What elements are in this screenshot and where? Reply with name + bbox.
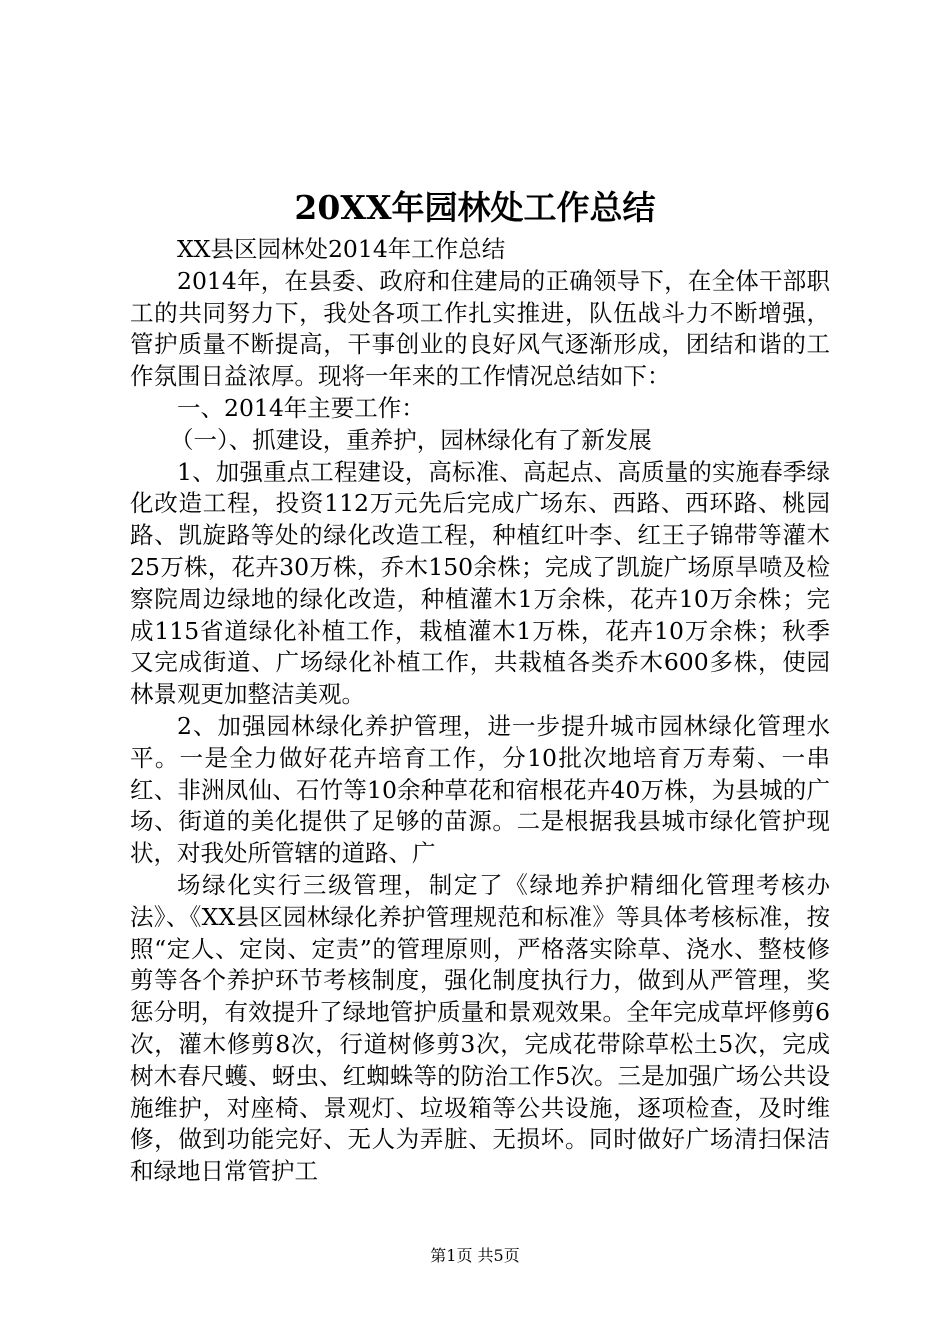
document-title: 20XX年园林处工作总结 xyxy=(294,188,656,227)
section-heading: 一、2014年主要工作： xyxy=(177,393,425,422)
paragraph-continuation: 场绿化实行三级管理，制定了《绿地养护精细化管理考核办法》、《XX县区园林绿化养护管理规范和标准》等具体考核标准，按照“定人、定岗、定责”的管理原则，严格落实除草、浇水、整枝修剪等各个养护环节考核制度，强化制度执行力，做到从严管理，奖惩分明，有效提升了绿地管护质量和景观效果。全年完成草坪修剪6次，灌木修剪8次，行道树修剪3次，完成花带除草松土5次，完成树木春尺蠖、蚜虫、红蜘蛛等的防治工作5次。三是加强广场公共设施维护，对座椅、景观灯、垃圾箱等公共设施，逐项检查，及时维修，做到功能完好、无人为弄脏、无损坏。同时做好广场清扫保洁和绿地日常管护工 xyxy=(130,870,830,1186)
subsection-heading: （一）、抓建设，重养护，园林绿化有了新发展 xyxy=(170,425,652,454)
paragraph-heading: XX县区园林处2014年工作总结 xyxy=(177,235,506,263)
paragraph-item-2: 2、加强园林绿化养护管理，进一步提升城市园林绿化管理水平。一是全力做好花卉培育工作，分10批次地培育万寿菊、一串红、非洲凤仙、石竹等10余种草花和宿根花卉40万株，为县城的广场、街道的美化提供了足够的苗源。二是根据我县城市绿化管护现状，对我处所管辖的道路、广 xyxy=(130,711,830,868)
page-footer: 第1页 共5页 xyxy=(430,1246,520,1265)
paragraph-item-1: 1、加强重点工程建设，高标准、高起点、高质量的实施春季绿化改造工程，投资112万元先后完成广场东、西路、西环路、桃园路、凯旋路等处的绿化改造工程，种植红叶李、红王子锦带等灌木25万株，花卉30万株，乔木150余株；完成了凯旋广场原旱喷及检察院周边绿地的绿化改造，种植灌木1万余株，花卉10万余株；完成115省道绿化补植工作，栽植灌木1万株，花卉10万余株；秋季又完成街道、广场绿化补植工作，共栽植各类乔木600多株，使园林景观更加整洁美观。 xyxy=(130,457,830,709)
document-body xyxy=(130,234,830,1188)
paragraph-intro: 2014年，在县委、政府和住建局的正确领导下，在全体干部职工的共同努力下，我处各项工作扎实推进，队伍战斗力不断增强，管护质量不断提高，干事创业的良好风气逐渐形成，团结和谐的工作氛围日益浓厚。现将一年来的工作情况总结如下： xyxy=(130,266,830,391)
